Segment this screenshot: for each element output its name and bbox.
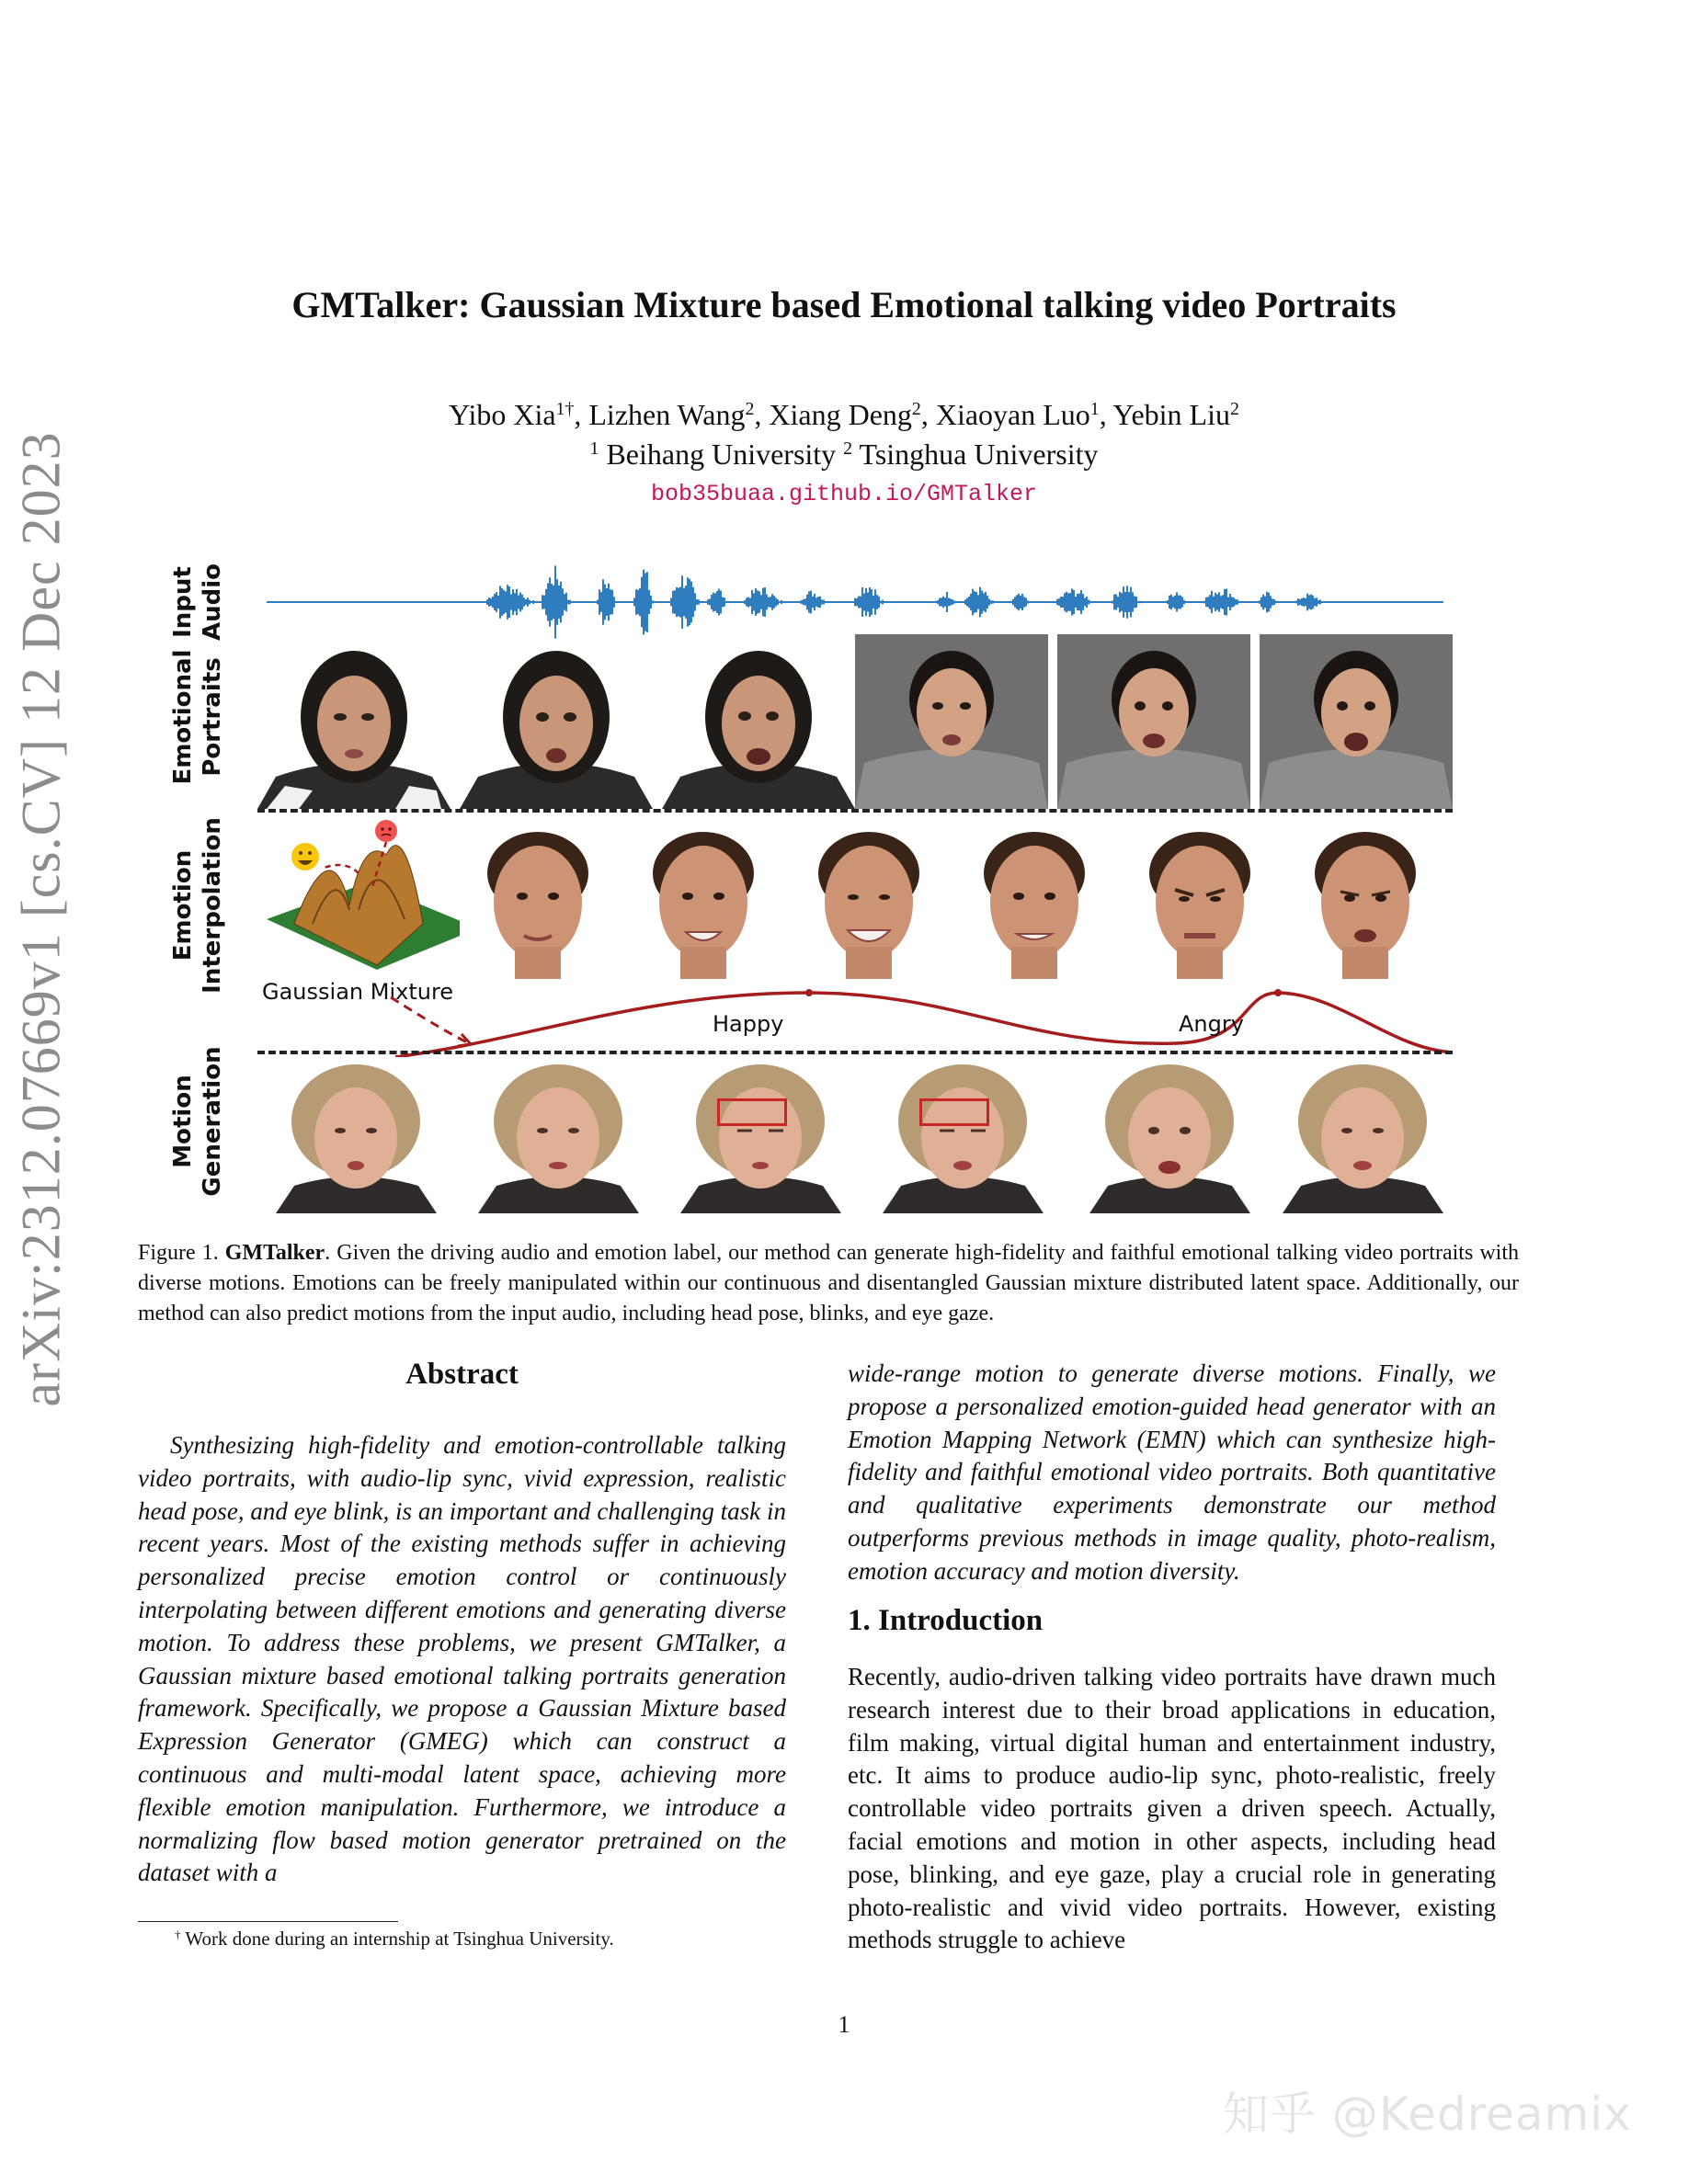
figure-caption: Figure 1. GMTalker. Given the driving audio and emotion label, our method can generate high-fidelity and faithful emotional talking video portraits with diverse motions. Emotions can be freely manipulated within our continuous and disentangled Gaussian mixture distributed latent space. Additionally, our method can also predict motions from the input audio, including head pose, blinks, and eye gaze.	[138, 1241, 1519, 1325]
portrait-man-1	[855, 634, 1048, 809]
motion-frame-4	[883, 1057, 1044, 1213]
motion-frame-3	[680, 1057, 841, 1213]
portrait-man-2	[1057, 634, 1250, 809]
section-divider	[257, 809, 1453, 813]
motion-frame-2	[478, 1057, 639, 1213]
author-name: Lizhen Wang	[588, 398, 746, 431]
portrait-woman-1	[257, 639, 451, 809]
affiliation-mark: 1	[589, 438, 599, 460]
affiliation-name: Beihang University	[606, 438, 837, 471]
angry-emoji-icon	[375, 820, 397, 842]
row-label-input-audio: Input Audio	[169, 563, 226, 642]
author-name: Xiang Deng	[769, 398, 912, 431]
motion-frame-1	[276, 1057, 437, 1213]
paper-title: GMTalker: Gaussian Mixture based Emotional talking video Portraits	[291, 284, 1397, 325]
row-label-motion-generation: Motion Generation	[169, 1046, 226, 1197]
author-affiliation-mark: 2	[911, 399, 921, 420]
motion-frame-6	[1283, 1057, 1443, 1213]
affiliation-list	[0, 435, 1688, 473]
affiliation-mark: 2	[843, 438, 853, 460]
page-number: 1	[838, 2011, 850, 2038]
interpolation-face-4	[956, 818, 1112, 979]
watermark: 知乎 @Kedreamix	[1223, 2087, 1632, 2141]
author-name: Yibo Xia	[449, 398, 556, 431]
portrait-woman-3	[662, 639, 855, 809]
motion-frame-5	[1089, 1057, 1250, 1213]
portrait-woman-2	[460, 639, 653, 809]
interpolation-face-1	[460, 818, 616, 979]
author-affiliation-mark: 1†	[555, 399, 575, 420]
teaser-figure	[165, 542, 1471, 1213]
blink-highlight-box	[717, 1098, 787, 1126]
introduction-body: Recently, audio-driven talking video portraits have drawn much research interest due to their broad applications in education, film making, virtual digital human and entertainment industry, etc. It aims to produce audio-lip sync, photo-realistic, freely controllable video portraits given a driven speech. Actually, facial emotions and motion in other aspects, including head pose, blinking, and eye gaze, play a crucial role in generating photo-realistic and vivid video portraits. However, existing methods struggle to achieve	[848, 1663, 1496, 1954]
project-url-link[interactable]: bob35buaa.github.io/GMTalker	[650, 481, 1038, 507]
happy-label: Happy	[713, 1011, 784, 1037]
introduction-heading: 1. Introduction	[848, 1604, 1044, 1637]
abstract-heading: Abstract	[405, 1358, 519, 1391]
gaussian-mixture-plot	[257, 818, 487, 993]
interpolation-face-5	[1122, 818, 1278, 979]
author-list: Yibo Xia$^{1\dagger}$, Lizhen Wang$^2$, Xiang Deng$^2$, Xiaoyan Luo$^1$, Yebin Liu$^2$	[449, 398, 1239, 431]
abstract-body: Synthesizing high-fidelity and emotion-controllable talking video portraits, with audio-lip sync, vivid expression, realistic head pose, and eye blink, is an important and challenging task in recent years. Most of the existing methods suffer in achieving personalized precise emotion control or continuously interpolating between different emotions and generating diverse motion. To address these problems, we present GMTalker, a Gaussian mixture based emotional talking portraits generation framework. Specifically, we propose a Gaussian Mixture based Expression Generator (GMEG) which can construct a continuous and multi-modal latent space, achieving more flexible emotion manipulation. Furthermore, we introduce a normalizing flow based motion generator pretrained on the dataset with a	[138, 1431, 786, 1887]
author-affiliation-mark: 2	[1229, 399, 1239, 420]
author-name: Xiaoyan Luo	[935, 398, 1090, 431]
author-name: Yebin Liu	[1112, 398, 1230, 431]
row-label-emotional-portraits: Emotional Portraits	[169, 649, 226, 785]
interpolation-face-6	[1287, 818, 1443, 979]
row-label-emotion-interpolation: Emotion Interpolation	[169, 817, 226, 994]
footnote: † Work done during an internship at Tsinghua University.	[175, 1927, 614, 1950]
abstract-continuation: wide-range motion to generate diverse motions. Finally, we propose a personalized emotion-guided head generator with an Emotion Mapping Network (EMN) which can synthesize high-fidelity and faithful emotional video portraits. Both quantitative and qualitative experiments demonstrate our method outperforms previous methods in image quality, photo-realism, emotion accuracy and motion diversity.	[848, 1359, 1496, 1585]
footnote-divider	[138, 1921, 398, 1922]
section-divider	[257, 1051, 1453, 1054]
gaussian-mixture-label: Gaussian Mixture	[262, 979, 454, 1005]
author-affiliation-mark: 2	[745, 399, 755, 420]
angry-label: Angry	[1179, 1011, 1244, 1037]
interpolation-face-2	[625, 818, 781, 979]
interpolation-face-3	[791, 818, 947, 979]
happy-emoji-icon	[291, 843, 319, 870]
author-affiliation-mark: 1	[1089, 399, 1100, 420]
blink-highlight-box	[919, 1098, 989, 1126]
portrait-man-3	[1260, 634, 1453, 809]
affiliation-name: Tsinghua University	[859, 438, 1099, 471]
arxiv-identifier: arXiv:2312.07669v1 [cs.CV] 12 Dec 2023	[10, 431, 72, 1407]
